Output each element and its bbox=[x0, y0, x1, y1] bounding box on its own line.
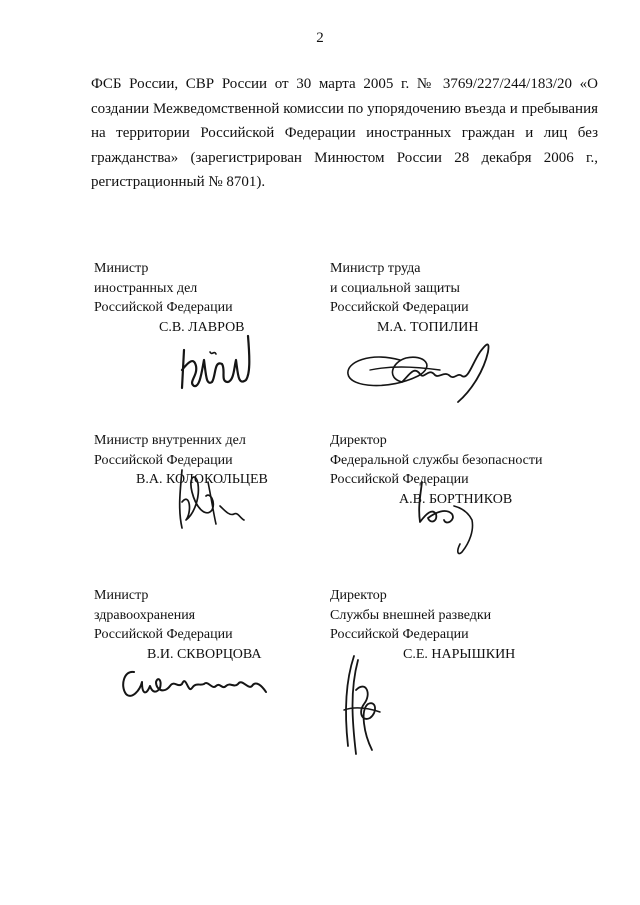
signatory-title-line: Российской Федерации bbox=[94, 300, 233, 315]
signatory-naryshkin bbox=[330, 586, 515, 664]
signatory-skvortsova bbox=[94, 586, 261, 664]
signatory-title-line: Директор bbox=[330, 433, 387, 448]
signatory-topilin bbox=[330, 259, 478, 337]
signatory-name: С.Е. НАРЫШКИН bbox=[403, 646, 516, 662]
signatory-title-line: и социальной защиты bbox=[330, 280, 460, 296]
signatory-name: В.А. КОЛОКОЛЬЦЕВ bbox=[136, 472, 268, 487]
signatory-kolokoltsev bbox=[94, 431, 268, 490]
signatory-title-line: Службы внешней разведки bbox=[330, 607, 492, 623]
signatory-title-line: Российской Федерации bbox=[330, 627, 469, 642]
signatory-title-line: Российской Федерации bbox=[94, 627, 233, 642]
signature-topilin bbox=[340, 330, 510, 410]
signatory-name: С.В. ЛАВРОВ bbox=[159, 319, 245, 335]
signatory-title-line: Министр bbox=[94, 588, 149, 603]
signatory-title-line: Директор bbox=[330, 588, 387, 603]
page-number: 2 bbox=[316, 30, 324, 46]
signatory-name: В.И. СКВОРЦОВА bbox=[147, 646, 262, 662]
signature-skvortsova bbox=[116, 660, 276, 710]
signatory-name: А.В. БОРТНИКОВ bbox=[399, 491, 513, 507]
signature-lavrov bbox=[176, 330, 256, 410]
signatory-title-line: Министр труда bbox=[330, 261, 421, 276]
signatory-title-line: Российской Федерации bbox=[330, 300, 469, 315]
signatory-title-line: иностранных дел bbox=[94, 280, 198, 296]
signature-naryshkin bbox=[332, 650, 402, 770]
signatory-title-line: Российской Федерации bbox=[330, 472, 469, 487]
body-paragraph: ФСБ России, СВР России от 30 марта 2005 г. № 3769/227/244/183/20 «О создании Межведомственной комиссии по упорядочению въезда и пребывания на территории Российской Федерации иностранных граждан и лиц без гражданства» (зарегистрирован Минюстом России 28 декабря 2006 г., регистрационный № 8701). bbox=[91, 76, 598, 190]
signatory-lavrov bbox=[94, 259, 245, 337]
signatory-title-line: Министр внутренних дел bbox=[94, 433, 246, 448]
signatory-title-line: Российской Федерации bbox=[94, 452, 233, 468]
signatory-bortnikov bbox=[330, 431, 543, 509]
signatory-title-line: Министр bbox=[94, 261, 149, 276]
signatory-name: М.А. ТОПИЛИН bbox=[377, 319, 479, 335]
signatory-title-line: здравоохранения bbox=[94, 607, 196, 623]
signatory-title-line: Федеральной службы безопасности bbox=[330, 452, 543, 468]
